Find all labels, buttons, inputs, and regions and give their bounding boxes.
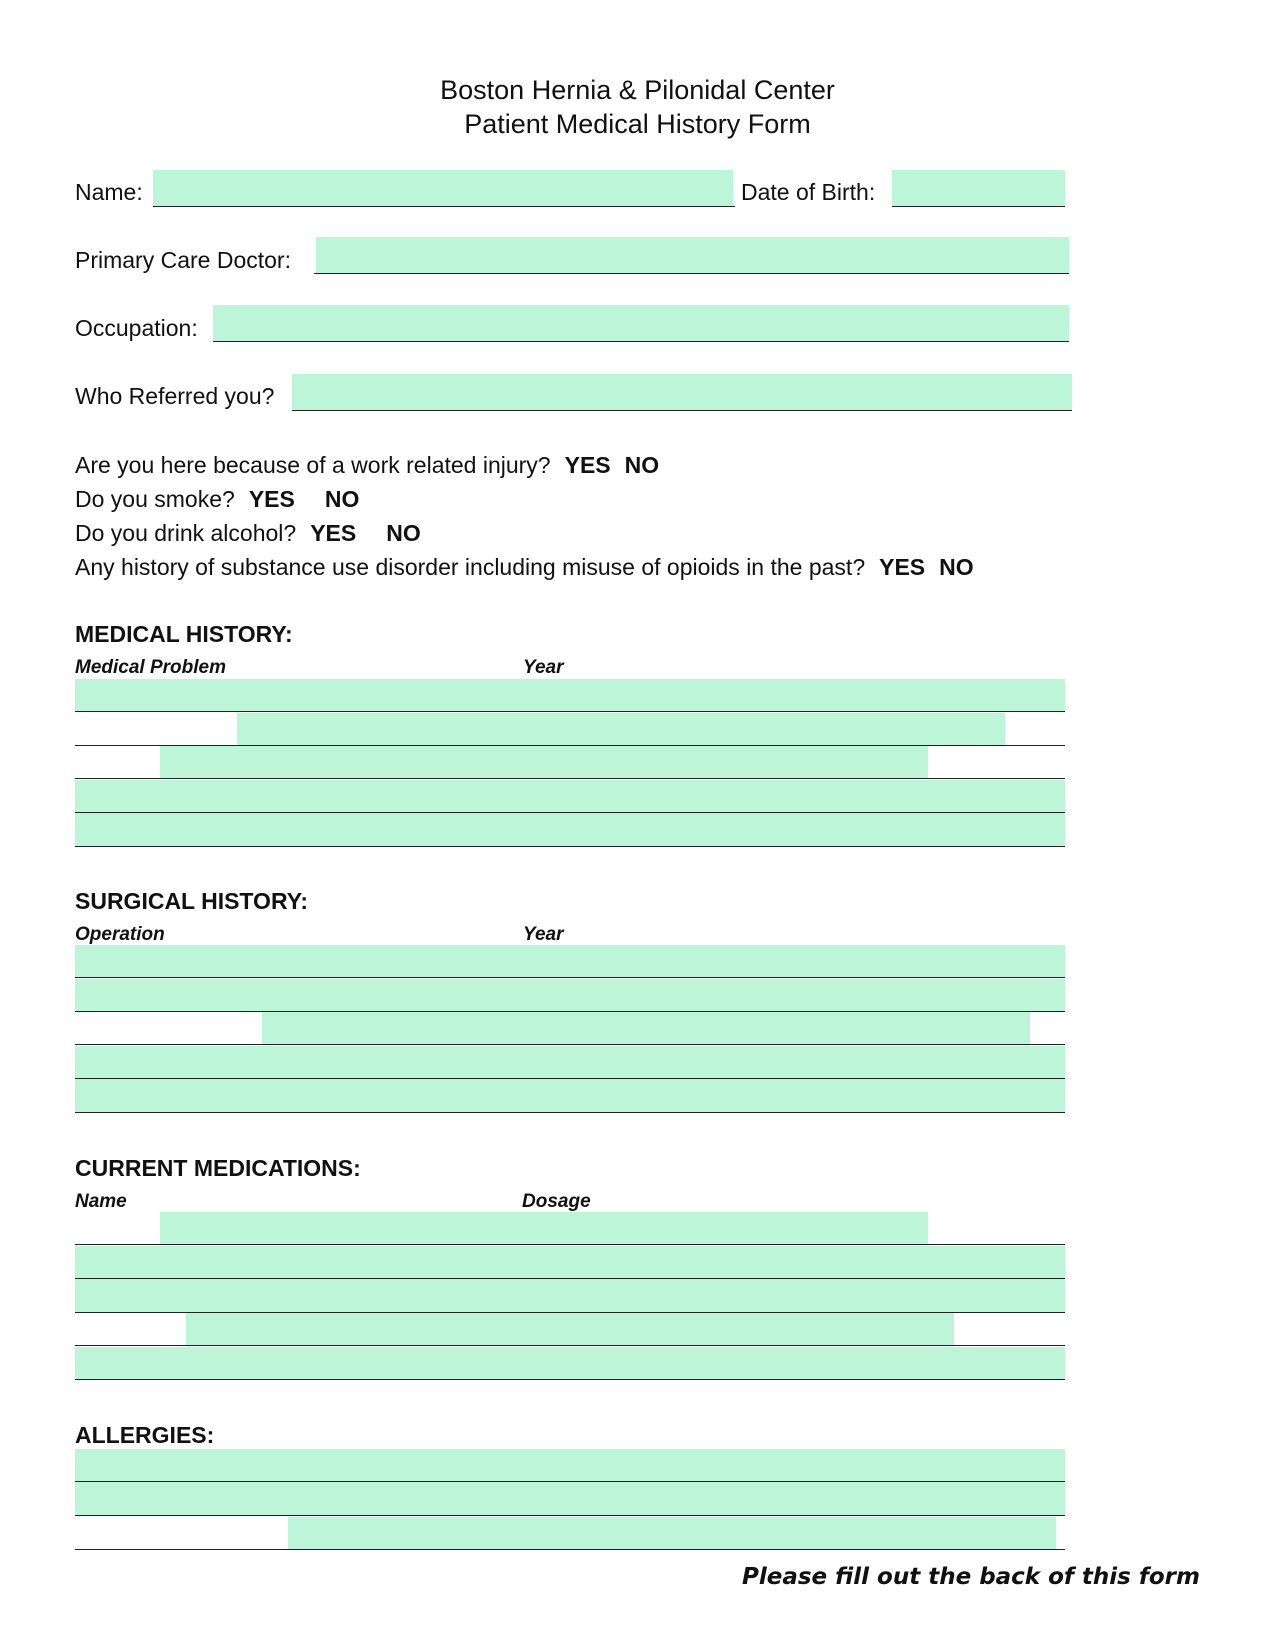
row-underline [75,1345,1065,1346]
surgical-history-row[interactable] [75,945,1065,977]
surgical-history-row[interactable] [75,1046,1065,1078]
medical-history-row[interactable] [75,679,1065,711]
question-text: Are you here because of a work related injury? [75,452,551,478]
row-underline [75,1515,1065,1516]
surgical-history-row[interactable] [75,979,1065,1011]
yes-option[interactable]: YES [310,520,357,546]
question-text: Any history of substance use disorder including misuse of opioids in the past? [75,554,866,580]
medical-history-row[interactable] [75,780,1065,812]
medication-row[interactable] [75,1347,1065,1379]
medical-history-row[interactable] [75,813,1065,846]
row-underline [75,711,1065,712]
dob-label: Date of Birth: [741,179,876,205]
row-underline [75,1244,1065,1245]
medication-name-column: Name [75,1191,127,1212]
row-underline [75,778,1065,779]
medication-row[interactable] [75,1246,1065,1278]
current-medications-heading: CURRENT MEDICATIONS: [75,1155,361,1181]
primary-care-field[interactable] [316,237,1069,273]
medical-history-row[interactable] [160,746,928,778]
no-option[interactable]: NO [386,520,421,546]
question-smoke [75,485,359,513]
medication-row[interactable] [186,1313,954,1345]
row-underline [75,846,1065,847]
no-option[interactable]: NO [324,486,360,512]
allergy-row[interactable] [75,1449,1065,1481]
no-option[interactable]: NO [624,452,660,478]
referred-underline [292,410,1072,411]
question-work-injury [75,451,659,479]
row-underline [75,1549,1065,1550]
row-underline [75,977,1065,978]
allergies-heading: ALLERGIES: [75,1422,215,1448]
form-title-line2: Patient Medical History Form [464,109,811,139]
yes-option[interactable]: YES [248,486,295,512]
question-text: Do you smoke? [75,486,235,512]
name-label: Name: [75,179,143,205]
dob-underline [892,206,1065,207]
dob-field[interactable] [892,170,1065,206]
referred-field[interactable] [292,374,1072,410]
footer-note: Please fill out the back of this form [742,1564,1200,1590]
occupation-underline [213,341,1069,342]
row-underline [75,1379,1065,1380]
surgical-history-row[interactable] [75,1079,1065,1112]
yes-option[interactable]: YES [879,554,926,580]
medical-problem-column: Medical Problem [75,657,226,678]
name-field[interactable] [153,170,733,206]
allergy-row[interactable] [288,1517,1056,1549]
question-substance-use [75,553,974,581]
surgical-history-row[interactable] [262,1012,1030,1044]
no-option[interactable]: NO [939,554,974,580]
question-alcohol [75,519,421,547]
surgical-history-heading: SURGICAL HISTORY: [75,888,308,914]
surgical-year-column: Year [523,924,564,945]
allergy-row[interactable] [75,1482,1065,1515]
medication-row[interactable] [160,1212,928,1244]
name-underline [153,206,735,207]
medication-dosage-column: Dosage [522,1191,591,1212]
row-underline [75,1044,1065,1045]
primary-care-underline [314,273,1069,274]
operation-column: Operation [75,924,165,945]
medical-history-heading: MEDICAL HISTORY: [75,621,293,647]
yes-option[interactable]: YES [564,452,611,478]
medication-row[interactable] [75,1279,1065,1312]
primary-care-label: Primary Care Doctor: [75,247,291,273]
occupation-field[interactable] [213,305,1069,341]
form-title-line1: Boston Hernia & Pilonidal Center [440,75,835,105]
row-underline [75,1112,1065,1113]
medical-history-row[interactable] [237,713,1005,745]
occupation-label: Occupation: [75,315,198,341]
referred-label: Who Referred you? [75,383,275,409]
medical-year-column: Year [523,657,564,678]
question-text: Do you drink alcohol? [75,520,297,546]
